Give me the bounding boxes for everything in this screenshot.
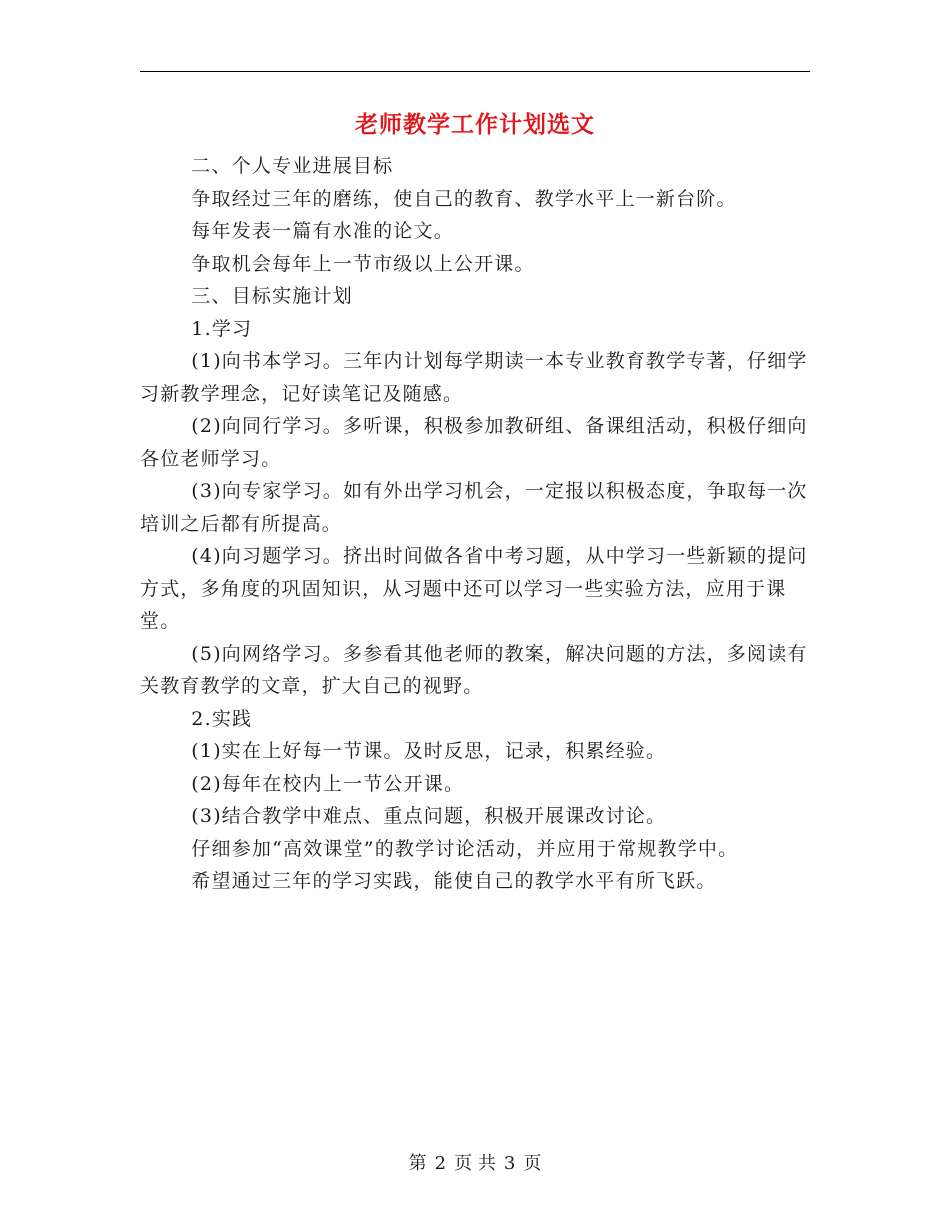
paragraph: 仔细参加“高效课堂”的教学讨论活动，并应用于常规教学中。 <box>191 837 739 860</box>
page-total: 3 <box>503 1153 516 1174</box>
footer-middle: 页 共 <box>454 1153 496 1174</box>
paragraph: 争取经过三年的磨练，使自己的教育、教学水平上一新台阶。 <box>191 187 737 210</box>
list-item: (2)每年在校内上一节公开课。 <box>191 772 465 795</box>
document-body <box>140 150 808 898</box>
list-item: (4)向习题学习。挤出时间做各省中考习题，从中学习一些新颖的提问方式，多角度的巩固知识，从习题中还可以学习一些实验方法，应用于课堂。 <box>140 545 808 632</box>
page-number: 2 <box>434 1153 447 1174</box>
list-item: (3)向专家学习。如有外出学习机会，一定报以积极态度，争取每一次培训之后都有所提高。 <box>140 480 808 535</box>
section-heading: 二、个人专业进展目标 <box>191 155 394 177</box>
paragraph: 希望通过三年的学习实践，能使自己的教学水平有所飞跃。 <box>191 870 717 892</box>
section-heading: 三、目标实施计划 <box>191 285 353 307</box>
paragraph: 每年发表一篇有水准的论文。 <box>191 220 454 242</box>
paragraph: 争取机会每年上一节市级以上公开课。 <box>191 252 535 275</box>
footer-prefix: 第 <box>408 1153 427 1174</box>
page-footer <box>0 1152 950 1176</box>
subsection-heading: 2.实践 <box>191 707 253 730</box>
list-item: (1)实在上好每一节课。及时反思，记录，积累经验。 <box>191 740 667 762</box>
document-title: 老师教学工作计划选文 <box>355 111 595 138</box>
list-item: (3)结合教学中难点、重点问题，积极开展课改讨论。 <box>191 805 667 827</box>
list-item: (2)向同行学习。多听课，积极参加教研组、备课组活动，积极仔细向各位老师学习。 <box>140 415 808 470</box>
footer-suffix: 页 <box>523 1153 542 1174</box>
list-item: (5)向网络学习。多参看其他老师的教案，解决问题的方法，多阅读有关教育教学的文章，扩大自己的视野。 <box>140 642 808 697</box>
subsection-heading: 1.学习 <box>191 317 253 340</box>
header-rule <box>140 71 810 72</box>
list-item: (1)向书本学习。三年内计划每学期读一本专业教育教学专著，仔细学习新教学理念，记好读笔记及随感。 <box>140 350 808 405</box>
